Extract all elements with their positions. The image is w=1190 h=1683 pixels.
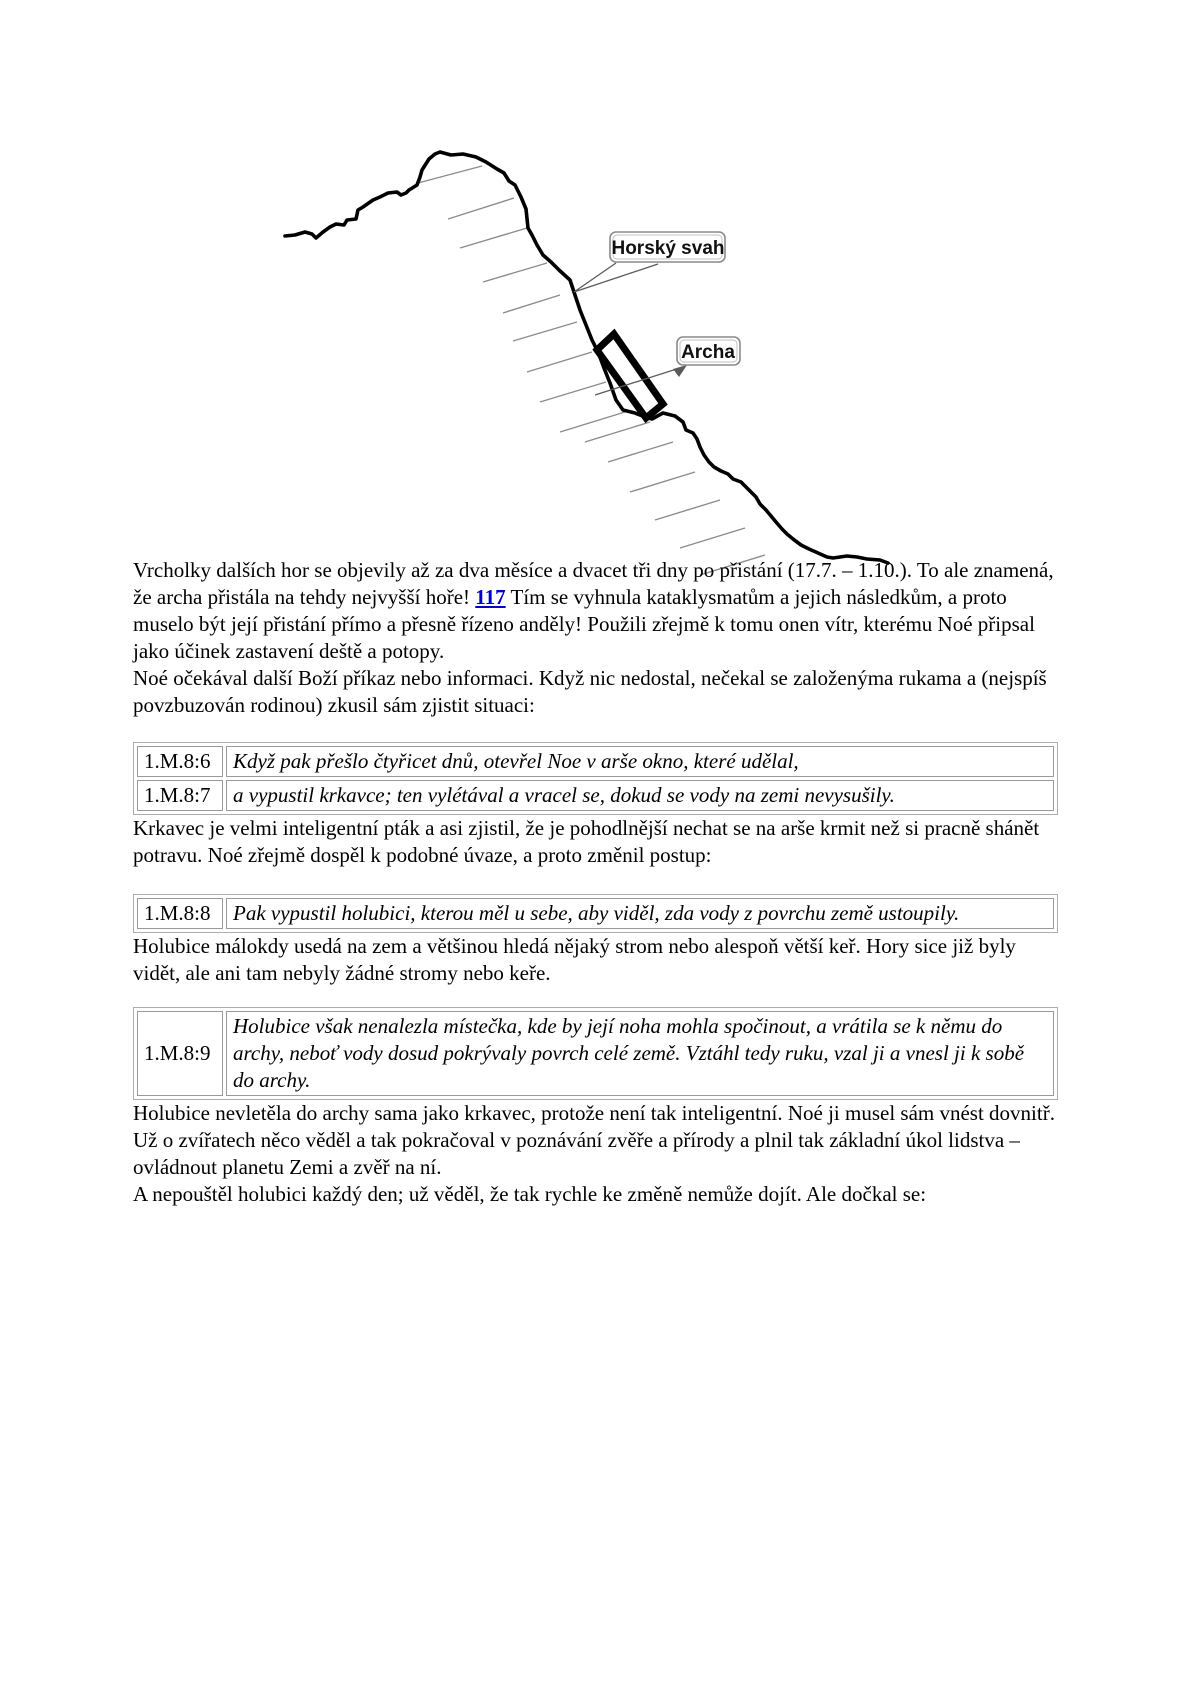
- verse-row: [137, 1011, 1054, 1096]
- paragraph-raven: Krkavec je velmi inteligentní pták a asi zjistil, že je pohodlnější nechat se na arše krmit než si pracně shánět potravu. Noé zřejmě dospěl k podobné úvaze, a proto změnil postup:: [133, 816, 1040, 867]
- slope-label-text: Horský svah: [611, 238, 725, 259]
- verse-row: [137, 780, 1054, 811]
- ark-callout-arrowhead: [673, 365, 687, 377]
- paragraph-landing-after: Tím se vyhnula kataklysmatům a jejich následkům, a proto muselo být její přistání přímo a přesně řízeno anděly! Použili zřejmě k tomu onen vítr, kterému Noé připsal jako účinek zastavení deště a potopy.: [133, 585, 1035, 663]
- verse-row: [137, 746, 1054, 777]
- paragraph-dove-habits: Holubice málokdy usedá na zem a většinou hledá nějaký strom nebo alespoň větší keř. Hory sice již byly vidět, ale ani tam nebyly žádné stromy nebo keře.: [133, 934, 1016, 985]
- paragraph-dove-return: Holubice nevletěla do archy sama jako krkavec, protože není tak inteligentní. Noé ji musel sám vnést dovnitř. Už o zvířatech něco věděl a tak pokračoval v poznávání zvěře a přírody a plnil tak základní úkol lidstva – ovládnout planetu Zemi a zvěř na ní.: [133, 1101, 1055, 1179]
- verse-ref: 1.M.8:7: [137, 780, 223, 811]
- terrain-hatch-lines: [418, 166, 765, 575]
- paragraph-landing: [133, 557, 1058, 665]
- mountain-diagram: [225, 128, 925, 598]
- verse-ref: 1.M.8:8: [137, 898, 223, 929]
- verse-text: Když pak přešlo čtyřicet dnů, otevřel Noe v arše okno, které udělal,: [226, 746, 1054, 777]
- verse-text: Holubice však nenalezla místečka, kde by její noha mohla spočinout, a vrátila se k němu do archy, neboť vody dosud pokrývaly povrch celé země. Vztáhl tedy ruku, vzal ji a vnesl ji k sobě do archy.: [226, 1011, 1054, 1096]
- document-body: [133, 557, 1058, 1208]
- verse-table-8-6-7: [133, 742, 1058, 815]
- slope-callout: [574, 232, 725, 292]
- mountain-ridge-line: [285, 152, 888, 563]
- footnote-link-117[interactable]: 117: [475, 585, 506, 609]
- paragraph-waiting-again: A nepouštěl holubici každý den; už věděl, že tak rychle ke změně nemůže dojít. Ale dočkal se:: [133, 1182, 927, 1206]
- ark-label-text: Archa: [681, 342, 735, 363]
- verse-text: a vypustil krkavce; ten vylétával a vracel se, dokud se vody na zemi nevysušily.: [226, 780, 1054, 811]
- verse-table-8-8: [133, 894, 1058, 933]
- paragraph-noe-waiting: Noé očekával další Boží příkaz nebo informaci. Když nic nedostal, nečekal se založenýma rukama a (nejspíš povzbuzován rodinou) zkusil sám zjistit situaci:: [133, 666, 1047, 717]
- verse-text: Pak vypustil holubici, kterou měl u sebe, aby viděl, zda vody z povrchu země ustoupily.: [226, 898, 1054, 929]
- verse-ref: 1.M.8:6: [137, 746, 223, 777]
- verse-ref: 1.M.8:9: [137, 1011, 223, 1096]
- verse-row: [137, 898, 1054, 929]
- paragraph-landing-before: Vrcholky dalších hor se objevily až za dva měsíce a dvacet tři dny po přistání (17.7. – 1.10.). To ale znamená, že archa přistála na tehdy nejvyšší hoře!: [133, 558, 1054, 609]
- verse-table-8-9: [133, 1007, 1058, 1100]
- mountain-slope-figure: [225, 128, 925, 598]
